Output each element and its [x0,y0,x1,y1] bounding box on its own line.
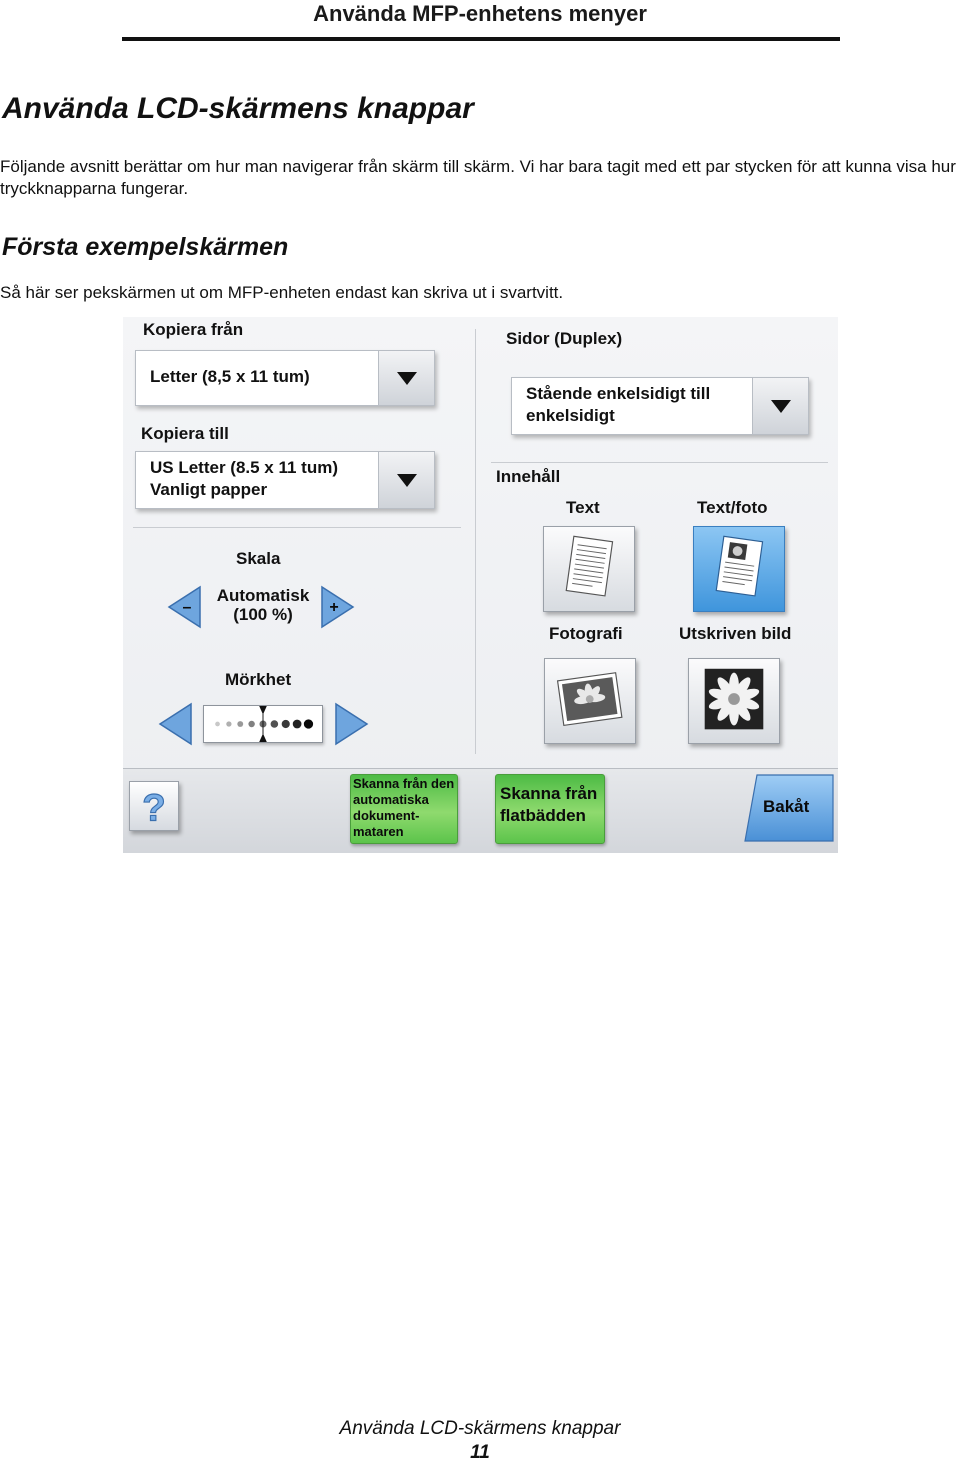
content-option-label-textphoto: Text/foto [697,498,768,517]
scale-decrease-button[interactable] [166,585,202,629]
darkness-decrease-button[interactable] [157,702,193,746]
help-button[interactable] [129,781,179,831]
text-photo-document-icon [694,527,784,611]
darkness-dot [226,721,231,726]
lcd-screen [123,317,838,853]
content-printed-image-button[interactable] [688,658,780,744]
svg-text:–: – [182,599,192,616]
copy-from-value: Letter (8,5 x 11 tum) [150,367,310,386]
sides-dropdown[interactable] [511,377,809,435]
right-arrow-icon [334,702,370,746]
content-label: Innehåll [496,467,561,486]
scale-value-line1: Automatisk [216,586,310,605]
screen-caption: Så här ser pekskärmen ut om MFP-enheten endast kan skriva ut i svartvitt. [0,283,564,302]
copy-from-dropdown[interactable] [135,350,435,406]
darkness-dot [215,722,220,727]
svg-text:?: ? [142,786,166,830]
chevron-down-icon[interactable] [752,378,808,434]
plus-arrow-icon [320,585,356,629]
back-button[interactable] [743,773,835,843]
section-heading: Första exempelskärmen [2,233,289,261]
right-divider [491,462,828,463]
page-heading: Använda LCD-skärmens knappar [2,92,474,125]
svg-text:+: + [329,599,339,616]
copy-to-dropdown[interactable] [135,451,435,509]
scale-increase-button[interactable] [320,585,356,629]
scan-flatbed-line1: Skanna från [500,784,598,803]
minus-arrow-icon [166,585,202,629]
darkness-dot [271,720,279,728]
scan-flatbed-line2: flatbädden [500,806,586,825]
darkness-level-indicator [204,706,322,742]
darkness-dot [282,720,290,728]
bottom-bar [123,768,838,853]
copy-to-label: Kopiera till [141,424,229,443]
left-divider [133,527,461,528]
sides-value-line2: enkelsidigt [526,406,615,425]
darkness-slider[interactable] [203,705,323,743]
question-mark-icon [130,782,178,830]
scan-adf-line4: mataren [353,824,404,839]
photo-icon [545,659,635,743]
sides-label: Sidor (Duplex) [506,329,623,348]
darkness-dot [248,721,254,727]
scan-adf-line1: Skanna från den [353,776,455,791]
copy-to-value-line1: US Letter (8.5 x 11 tum) [150,458,339,477]
copy-from-label: Kopiera från [143,320,244,339]
text-document-icon [544,527,634,611]
header-rule [122,37,840,41]
printed-image-icon [689,659,779,743]
sides-value-line1: Stående enkelsidigt till [526,384,711,403]
darkness-increase-button[interactable] [334,702,370,746]
scan-adf-button[interactable] [350,774,458,844]
left-arrow-icon [157,702,193,746]
darkness-dot [237,721,243,727]
back-label: Bakåt [763,797,810,816]
darkness-label: Mörkhet [225,670,292,689]
darkness-marker-top [259,706,267,715]
content-text-photo-button[interactable] [693,526,785,612]
darkness-dot [304,719,313,728]
running-header: Använda MFP-enhetens menyer [313,1,647,26]
content-option-label-photo: Fotografi [549,624,623,643]
scan-adf-line2: automatiska [353,792,429,807]
scan-flatbed-button[interactable] [495,774,605,844]
intro-paragraph: Följande avsnitt berättar om hur man navigerar från skärm till skärm. Vi har bara tagit med ett par stycken för att kunna visa hur tryckknapparna fungerar. [0,157,956,198]
content-option-label-printed-image: Utskriven bild [679,624,792,643]
column-divider [475,329,476,754]
content-option-label-text: Text [566,498,600,517]
scan-adf-line3: dokument- [353,808,420,823]
scale-label: Skala [236,549,281,568]
chevron-down-icon[interactable] [378,351,434,405]
chevron-down-icon[interactable] [378,452,434,508]
content-photo-button[interactable] [544,658,636,744]
page-number: 11 [470,1442,490,1463]
darkness-dot [293,720,302,729]
copy-to-value-line2: Vanligt papper [150,480,268,499]
scale-value-line2: (100 %) [233,605,293,624]
content-text-button[interactable] [543,526,635,612]
footer-title: Använda LCD-skärmens knappar [339,1418,621,1439]
darkness-marker-bottom [259,733,267,742]
